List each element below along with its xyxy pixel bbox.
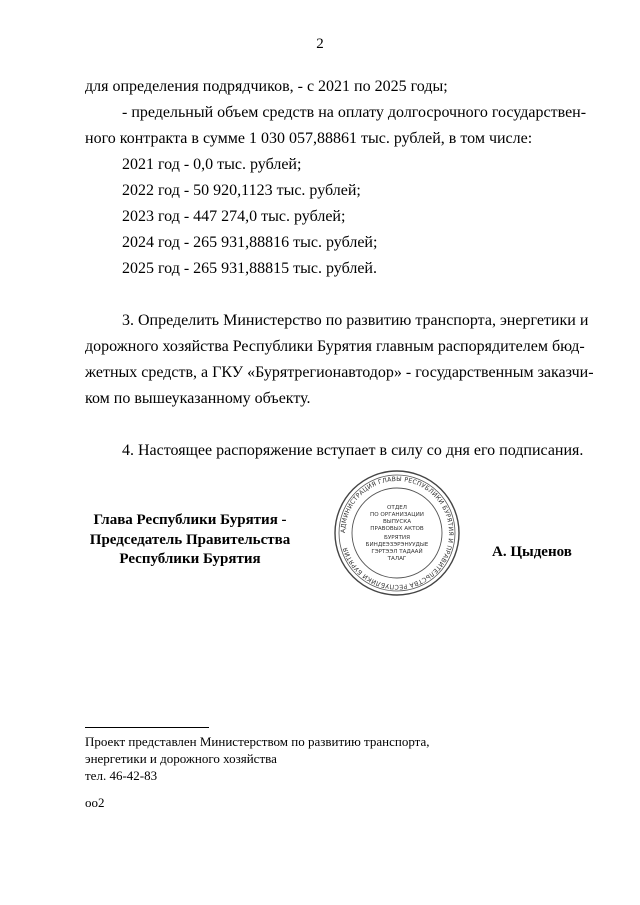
signature-title-line: Председатель Правительства — [89, 531, 291, 548]
stamp-inner-line: ОТДЕЛ — [387, 505, 407, 511]
year-line-2022: 2022 год - 50 920,1123 тыс. рублей; — [122, 182, 361, 199]
paragraph-3-line: ком по вышеуказанному объекту. — [85, 390, 311, 407]
year-line-2023: 2023 год - 447 274,0 тыс. рублей; — [122, 208, 346, 225]
paragraph-line: ного контракта в сумме 1 030 057,88861 тыс. рублей, в том числе: — [85, 130, 533, 147]
stamp-inner-line: ВЫПУСКА — [382, 519, 412, 525]
stamp-ring-text: АДМИНИСТРАЦИЯ ГЛАВЫ РЕСПУБЛИКИ БУРЯТИЯ И ПРАВИТЕЛЬСТВА РЕСПУБЛИКИ БУРЯТИЯ — [339, 475, 455, 591]
signature-title — [62, 511, 318, 570]
signature-title-line: Глава Республики Бурятия - — [93, 512, 287, 528]
footer-line: Проект представлен Министерством по развитию транспорта, — [85, 734, 430, 749]
footer-phone: тел. 46-42-83 — [85, 768, 158, 783]
official-stamp — [333, 469, 461, 597]
paragraph-3-line: 3. Определить Министерство по развитию транспорта, энергетики и — [122, 312, 589, 329]
signatory-name: А. Цыденов — [492, 544, 572, 560]
year-line-2024: 2024 год - 265 931,88816 тыс. рублей; — [122, 234, 378, 251]
stamp-inner-line: ПО ОРГАНИЗАЦИИ — [370, 512, 424, 518]
paragraph-3-line: жетных средств, а ГКУ «Бурятрегионавтодор» - государственным заказчи- — [85, 364, 594, 381]
paragraph-line: для определения подрядчиков, - с 2021 по 2025 годы; — [85, 78, 448, 95]
footer-line: энергетики и дорожного хозяйства — [85, 751, 277, 766]
year-line-2021: 2021 год - 0,0 тыс. рублей; — [122, 156, 302, 173]
page-number: 2 — [316, 36, 324, 52]
stamp-inner-line: ГЭРТЭЭЛ ТАДААЙ — [371, 549, 423, 555]
paragraph-3-line: дорожного хозяйства Республики Бурятия главным распорядителем бюд- — [85, 338, 585, 355]
paragraph-line: - предельный объем средств на оплату долгосрочного государствен- — [122, 104, 587, 121]
svg-text:АДМИНИСТРАЦИЯ ГЛАВЫ РЕСПУБЛИКИ — [340, 476, 454, 590]
stamp-inner-line: ПРАВОВЫХ АКТОВ — [370, 526, 424, 532]
paragraph-4: 4. Настоящее распоряжение вступает в силу со дня его подписания. — [122, 442, 584, 459]
stamp-inner-line: БУРЯТИЯ — [384, 535, 410, 541]
stamp-inner-line: ТАЛАГ — [387, 556, 407, 562]
footer-code: оо2 — [85, 795, 105, 810]
signature-title-line: Республики Бурятия — [119, 551, 261, 567]
stamp-inner-line: БИНДЕЭЗЭРЭНУУДЫЕ — [365, 542, 429, 548]
footnote-divider — [85, 727, 209, 728]
year-line-2025: 2025 год - 265 931,88815 тыс. рублей. — [122, 260, 377, 277]
